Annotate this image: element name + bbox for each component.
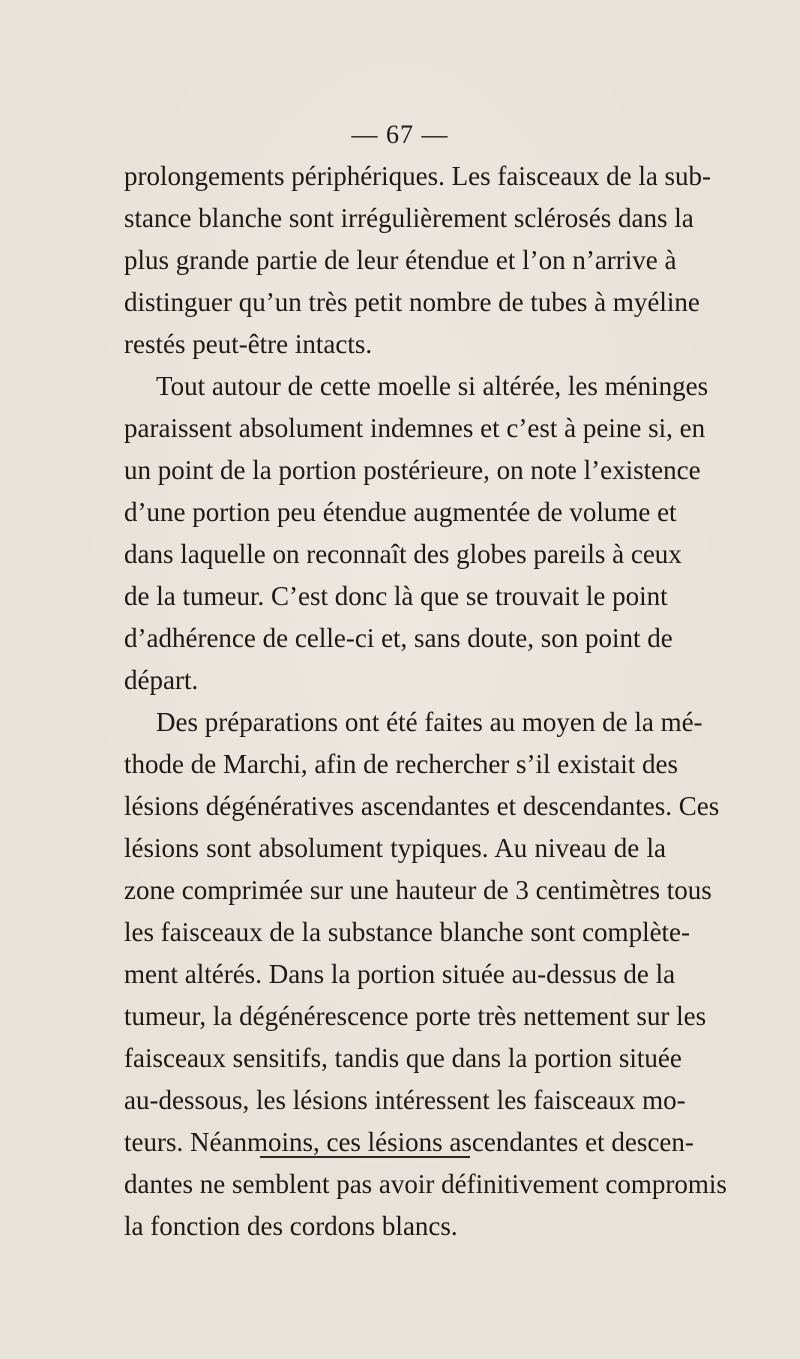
text-line: tumeur, la dégénérescence porte très nettement sur les [124,1001,707,1031]
paragraph-first-line: Tout autour de cette moelle si altérée, les méninges [156,371,709,401]
text-line: dantes ne semblent pas avoir définitivement compromis [124,1169,727,1199]
text-line: paraissent absolument indemnes et c’est à peine si, en [124,413,706,443]
text-line: dans laquelle on reconnaît des globes pareils à ceux [124,539,682,569]
text-line: stance blanche sont irrégulièrement sclérosés dans la [124,203,694,233]
text-line: de la tumeur. C’est donc là que se trouvait le point [124,581,668,611]
text-line: d’adhérence de celle-ci et, sans doute, son point de [124,623,673,653]
text-line: un point de la portion postérieure, on note l’existence [124,455,701,485]
text-line: les faisceaux de la substance blanche sont complète- [124,917,691,947]
text-line: lésions sont absolument typiques. Au niveau de la [124,833,666,863]
text-line: au-dessous, les lésions intéressent les faisceaux mo- [124,1085,686,1115]
text-line: teurs. Néanmoins, ces lésions ascendantes et descen- [124,1127,694,1157]
text-line: faisceaux sensitifs, tandis que dans la portion située [124,1043,682,1073]
text-line: thode de Marchi, afin de rechercher s’il existait des [124,749,679,779]
body-text [124,155,727,1247]
text-line: prolongements périphériques. Les faisceaux de la sub- [124,161,712,191]
text-line: restés peut-être intacts. [124,329,373,359]
text-line: ment altérés. Dans la portion située au-dessus de la [124,959,676,989]
section-divider [260,1156,470,1158]
text-line: plus grande partie de leur étendue et l’on n’arrive à [124,245,677,275]
paragraph-first-line: Des préparations ont été faites au moyen de la mé- [156,707,703,737]
text-line: la fonction des cordons blancs. [124,1211,458,1241]
text-line: d’une portion peu étendue augmentée de volume et [124,497,677,527]
text-line: distinguer qu’un très petit nombre de tubes à myéline [124,287,700,317]
text-line: zone comprimée sur une hauteur de 3 centimètres tous [124,875,712,905]
text-line: départ. [124,665,199,695]
page-number: — 67 — [351,120,449,149]
text-line: lésions dégénératives ascendantes et descendantes. Ces [124,791,720,821]
